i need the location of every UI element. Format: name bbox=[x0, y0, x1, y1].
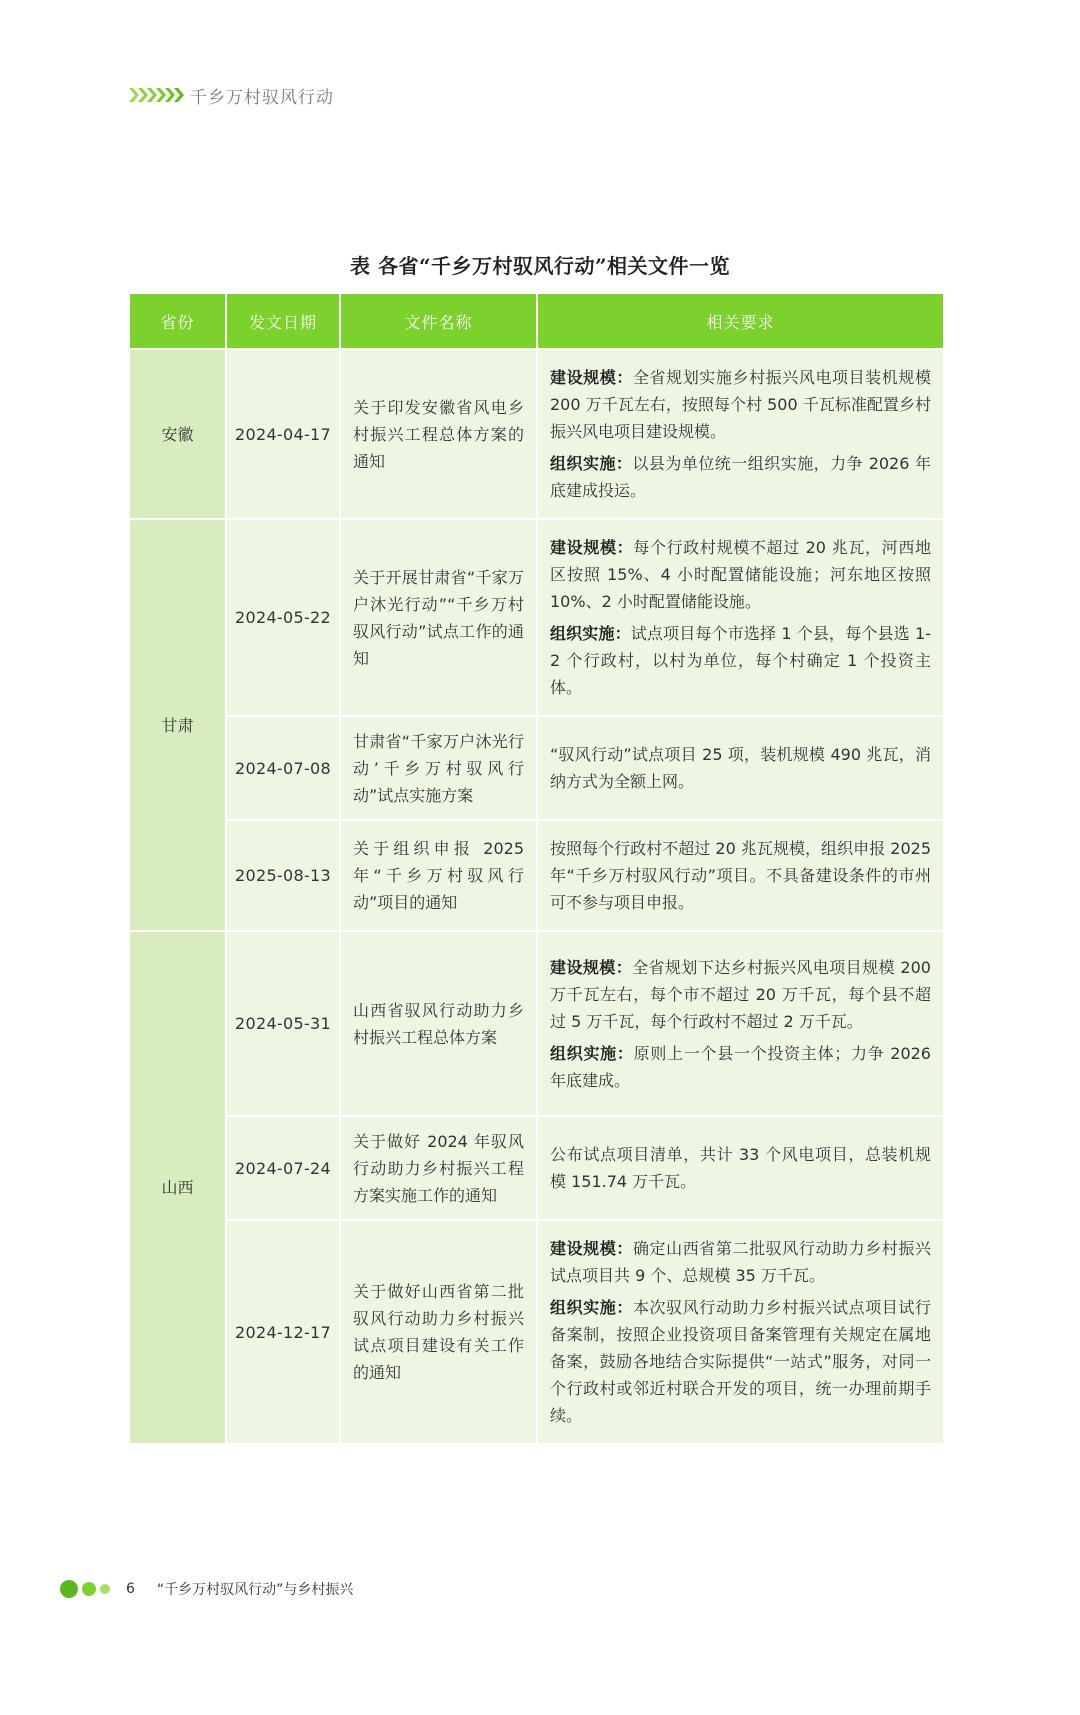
requirement-item bbox=[550, 534, 931, 615]
table-row bbox=[130, 350, 943, 518]
requirement-item bbox=[550, 741, 931, 795]
requirement-label: 建设规模： bbox=[550, 957, 633, 977]
table-caption: 表 各省“千乡万村驭风行动”相关文件一览 bbox=[350, 254, 730, 278]
requirement-label: 组织实施： bbox=[550, 454, 633, 473]
table-row bbox=[130, 821, 943, 930]
date-cell: 2024-12-17 bbox=[227, 1221, 339, 1443]
province-cell-gansu: 甘肃 bbox=[130, 520, 225, 930]
requirement-item bbox=[550, 450, 931, 504]
requirements-cell bbox=[538, 350, 943, 518]
page-header bbox=[128, 82, 334, 108]
requirement-item bbox=[550, 1141, 931, 1195]
doc-name-cell: 甘肃省“千家万户沐光行动’千乡万村驭风行动”试点实施方案 bbox=[341, 717, 536, 819]
date-cell: 2024-05-31 bbox=[227, 932, 339, 1115]
column-header-date: 发文日期 bbox=[227, 294, 339, 348]
column-header-province: 省份 bbox=[130, 294, 225, 348]
requirements-cell bbox=[538, 932, 943, 1115]
requirements-cell bbox=[538, 1117, 943, 1219]
table-row bbox=[130, 1221, 943, 1443]
requirement-item bbox=[550, 835, 931, 916]
footer-dot-icon bbox=[82, 1582, 96, 1596]
footer-title: “千乡万村驭风行动”与乡村振兴 bbox=[156, 1582, 354, 1598]
requirement-text: 试点项目每个市选择 1 个县，每个县选 1-2 个行政村，以村为单位，每个村确定 1 个投资主体。 bbox=[550, 624, 931, 697]
requirements-cell bbox=[538, 1221, 943, 1443]
requirement-text: 以县为单位统一组织实施，力争 2026 年底建成投运。 bbox=[550, 454, 931, 500]
column-header-requirements: 相关要求 bbox=[538, 294, 943, 348]
requirement-item bbox=[550, 954, 931, 1035]
requirements-cell bbox=[538, 717, 943, 819]
date-cell: 2024-04-17 bbox=[227, 350, 339, 518]
requirement-label: 建设规模： bbox=[550, 1239, 633, 1258]
requirement-label: 建设规模： bbox=[550, 368, 633, 387]
requirement-text: 公布试点项目清单，共计 33 个风电项目，总装机规模 151.74 万千瓦。 bbox=[550, 1145, 931, 1191]
column-header-doc-name: 文件名称 bbox=[341, 294, 536, 348]
footer-dot-icon bbox=[60, 1580, 78, 1598]
requirement-item bbox=[550, 620, 931, 701]
requirement-text: 本次驭风行动助力乡村振兴试点项目试行备案制，按照企业投资项目备案管理有关规定在属地备案，鼓励各地结合实际提供“一站式”服务，对同一个行政村或邻近村联合开发的项目，统一办理前期手续。 bbox=[550, 1298, 931, 1425]
documents-table bbox=[128, 292, 945, 1445]
date-cell: 2024-05-22 bbox=[227, 520, 339, 715]
table-header-row bbox=[130, 294, 943, 348]
page-footer bbox=[60, 1579, 353, 1599]
province-cell-shanxi: 山西 bbox=[130, 932, 225, 1443]
date-cell: 2025-08-13 bbox=[227, 821, 339, 930]
doc-name-cell: 关于做好 2024 年驭风行动助力乡村振兴工程方案实施工作的通知 bbox=[341, 1117, 536, 1219]
requirement-item bbox=[550, 1040, 931, 1094]
requirement-text: “驭风行动”试点项目 25 项，装机规模 490 兆瓦，消纳方式为全额上网。 bbox=[550, 745, 931, 791]
requirement-label: 组织实施： bbox=[550, 624, 631, 643]
requirement-item bbox=[550, 1294, 931, 1429]
table-row bbox=[130, 717, 943, 819]
date-cell: 2024-07-08 bbox=[227, 717, 339, 819]
requirement-text: 原则上一个县一个投资主体；力争 2026 年底建成。 bbox=[550, 1043, 931, 1090]
chevron-arrows-icon bbox=[128, 87, 182, 103]
page-number: 6 bbox=[126, 1581, 135, 1597]
doc-name-cell: 关于印发安徽省风电乡村振兴工程总体方案的通知 bbox=[341, 350, 536, 518]
requirement-text: 全省规划实施乡村振兴风电项目装机规模 200 万千瓦左右，按照每个村 500 千瓦标准配置乡村振兴风电项目建设规模。 bbox=[550, 368, 931, 441]
date-cell: 2024-07-24 bbox=[227, 1117, 339, 1219]
requirement-text: 确定山西省第二批驭风行动助力乡村振兴试点项目共 9 个、总规模 35 万千瓦。 bbox=[550, 1239, 931, 1285]
table-row bbox=[130, 520, 943, 715]
requirement-text: 按照每个行政村不超过 20 兆瓦规模，组织申报 2025 年“千乡万村驭风行动”项目。不具备建设条件的市州可不参与项目申报。 bbox=[550, 839, 931, 912]
province-cell-anhui: 安徽 bbox=[130, 350, 225, 518]
requirement-item bbox=[550, 364, 931, 445]
requirement-label: 建设规模： bbox=[550, 538, 634, 557]
doc-name-cell: 关于做好山西省第二批驭风行动助力乡村振兴试点项目建设有关工作的通知 bbox=[341, 1221, 536, 1443]
requirements-cell bbox=[538, 821, 943, 930]
running-header-title: 千乡万村驭风行动 bbox=[190, 87, 334, 108]
table-row bbox=[130, 1117, 943, 1219]
requirement-item bbox=[550, 1235, 931, 1289]
footer-dot-icon bbox=[100, 1584, 110, 1594]
requirement-label: 组织实施： bbox=[550, 1298, 633, 1317]
requirements-cell bbox=[538, 520, 943, 715]
doc-name-cell: 关于开展甘肃省“千家万户沐光行动”“千乡万村驭风行动”试点工作的通知 bbox=[341, 520, 536, 715]
doc-name-cell: 山西省驭风行动助力乡村振兴工程总体方案 bbox=[341, 932, 536, 1115]
table-row bbox=[130, 932, 943, 1115]
requirement-label: 组织实施： bbox=[550, 1043, 634, 1063]
requirement-text: 每个行政村规模不超过 20 兆瓦，河西地区按照 15%、4 小时配置储能设施；河东地区按照 10%、2 小时配置储能设施。 bbox=[550, 538, 931, 611]
requirement-text: 全省规划下达乡村振兴风电项目规模 200 万千瓦左右，每个市不超过 20 万千瓦，每个县不超过 5 万千瓦，每个行政村不超过 2 万千瓦。 bbox=[550, 957, 931, 1031]
doc-name-cell: 关于组织申报 2025 年“千乡万村驭风行动”项目的通知 bbox=[341, 821, 536, 930]
